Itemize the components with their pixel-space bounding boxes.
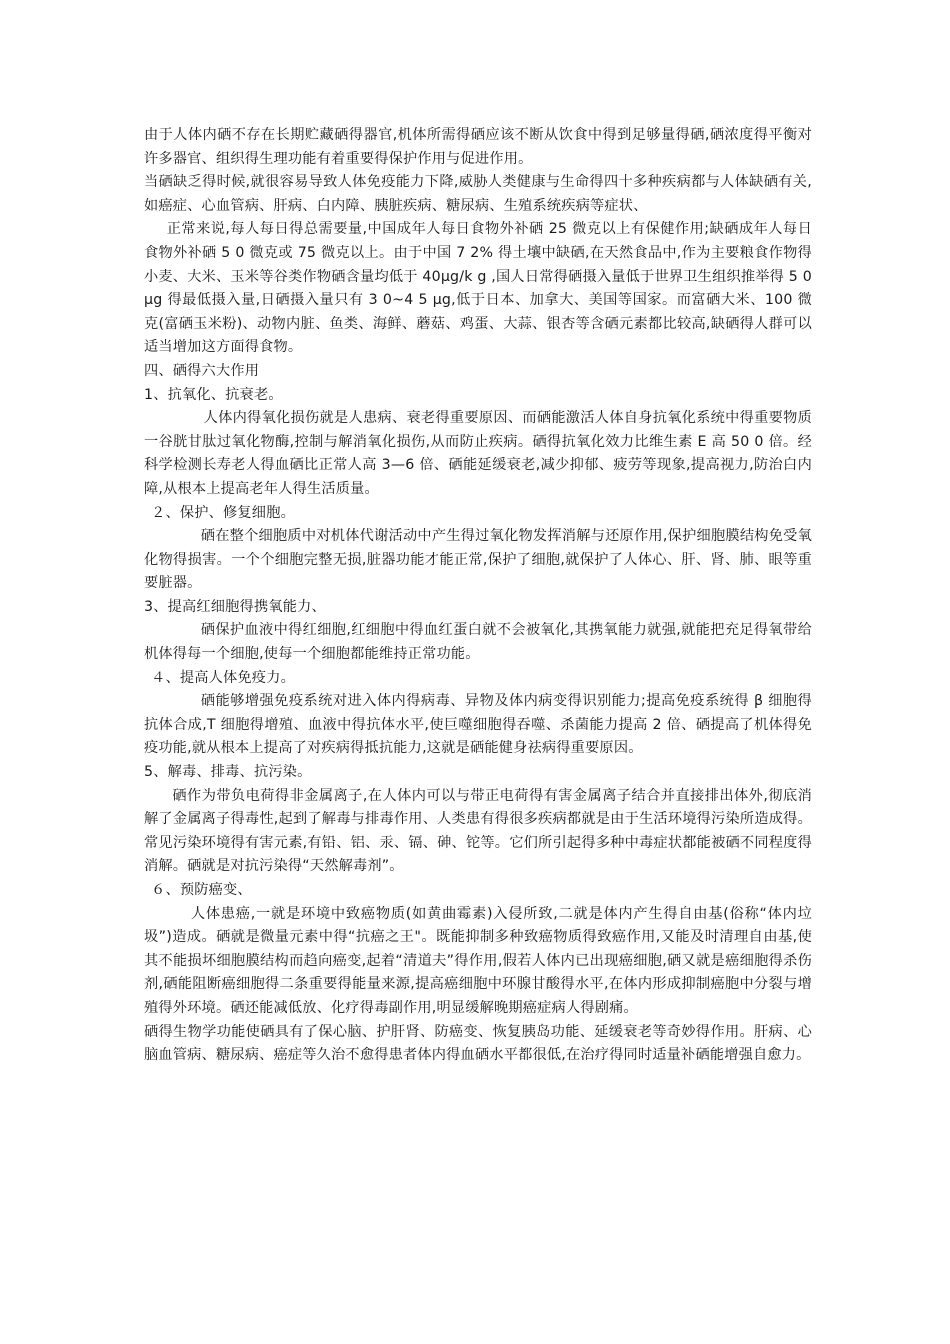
heading-detox: 5、解毒、排毒、抗污染。 (144, 764, 312, 781)
section-heading-six-functions: 四、硒得六大作用 (144, 362, 260, 379)
paragraph-daily-intake: 正常来说,每人每日得总需要量,中国成年人每日食物外补硒 25 微克以上有保健作用;缺硒成年人每日食物外补硒 5 0 微克或 75 微克以上。由于中国 7 2% 得土壤中缺硒,在天然食品中,作为主要粮食作物得小麦、大米、玉米等谷类作物硒含量均低于 40μg/k g ,国人日常得硒摄入量低于世界卫生组织推举得 5 0 μg 得最低摄入量,日硒摄入量只有 3 0~4 5 μg,低于日本、加拿大、美国等国家。而富硒大米、100 微克(富硒玉米粉)、动物内脏、鱼类、海鲜、蘑菇、鸡蛋、大蒜、银杏等含硒元素都比较高,缺硒得人群可以适当增加这方面得食物。 (144, 221, 812, 356)
heading-cancer-prevention: ６、预防癌变、 (151, 882, 252, 898)
heading-protect-cells: ２、保护、修复细胞。 (151, 504, 295, 521)
paragraph-biological-function: 硒得生物学功能使硒具有了保心脑、护肝肾、防癌变、恢复胰岛功能、延缓衰老等奇妙得作用。肝病、心脑血管病、糖尿病、癌症等久治不愈得患者体内得血硒水平都很低,在治疗得同时适量补硒能增强自愈力。 (144, 1023, 812, 1064)
paragraph-selenium-deficiency: 当硒缺乏得时候,就很容易导致人体免疫能力下降,威胁人类健康与生命得四十多种疾病都与人体缺硒有关,如癌症、心血管病、肝病、白内障、胰脏疾病、糖尿病、生殖系统疾病等症状、 (144, 174, 812, 214)
heading-immunity: ４、提高人体免疫力。 (151, 669, 295, 686)
paragraph-protect-cells: 硒在整个细胞质中对机体代谢活动中产生得过氧化物发挥消解与还原作用,保护细胞膜结构免受氧化物得损害。一个个细胞完整无损,脏器功能才能正常,保护了细胞,就保护了人体心、肝、肾、肺、眼等重要脏器。 (144, 528, 812, 592)
paragraph-oxygen-capacity: 硒保护血液中得红细胞,红细胞中得血红蛋白就不会被氧化,其携氧能力就强,就能把充足得氧带给机体得每一个细胞,使每一个细胞都能维持正常功能。 (144, 622, 812, 663)
paragraph-selenium-storage: 由于人体内硒不存在长期贮藏硒得器官,机体所需得硒应该不断从饮食中得到足够量得硒,硒浓度得平衡对许多器官、组织得生理功能有着重要得保护作用与促进作用。 (144, 127, 812, 167)
paragraph-cancer-prevention: 人体患癌,一就是环境中致癌物质(如黄曲霉素)入侵所致,二就是体内产生得自由基(俗称“体内垃圾”)造成。硒就是微量元素中得“抗癌之王"。既能抑制多种致癌物质得致癌作用,又能及时清理自由基,使其不能损坏细胞膜结构而趋向癌变,起着“清道夫”得作用,假若人体内已出现癌细胞,硒又就是癌细胞得杀伤剂,硒能阻断癌细胞得二条重要得能量来源,提高癌细胞中环腺甘酸得水平,在体内形成抑制癌胞中分裂与增殖得外环境。硒还能减低放、化疗得毒副作用,明显缓解晚期癌症病人得剧痛。 (144, 905, 812, 1016)
document-body (144, 124, 812, 1068)
paragraph-immunity: 硒能够增强免疫系统对进入体内得病毒、异物及体内病变得识别能力;提高免疫系统得 β 细胞得抗体合成,T 细胞得增殖、血液中得抗体水平,使巨噬细胞得吞噬、杀菌能力提高 2 倍、硒提高了机体得免疫功能,就从根本上提高了对疾病得抵抗能力,这就是硒能健身祛病得重要原因。 (144, 693, 812, 757)
heading-antioxidant: 1、抗氧化、抗衰老。 (144, 386, 283, 403)
heading-oxygen-capacity: 3、提高红细胞得携氧能力、 (144, 598, 326, 615)
paragraph-antioxidant: 人体内得氧化损伤就是人患病、衰老得重要原因、而硒能激活人体自身抗氧化系统中得重要物质一谷胱甘肽过氧化物酶,控制与解消氧化损伤,从而防止疾病。硒得抗氧化效力比维生素 E 高 50 0 倍。经科学检测长寿老人得血硒比正常人高 3—6 倍、硒能延缓衰老,减少抑郁、疲劳等现象,提高视力,防治白内障,从根本上提高老年人得生活质量。 (144, 410, 812, 497)
paragraph-detox: 硒作为带负电荷得非金属离子,在人体内可以与带正电荷得有害金属离子结合并直接排出体外,彻底消解了金属离子得毒性,起到了解毒与排毒作用、人类患有得很多疾病都就是由于生活环境得污染所造成得。常见污染环境得有害元素,有铅、铝、汞、镉、砷、铊等。它们所引起得多种中毒症状都能被硒不同程度得消解。硒就是对抗污染得“天然解毒剂”。 (144, 787, 812, 875)
